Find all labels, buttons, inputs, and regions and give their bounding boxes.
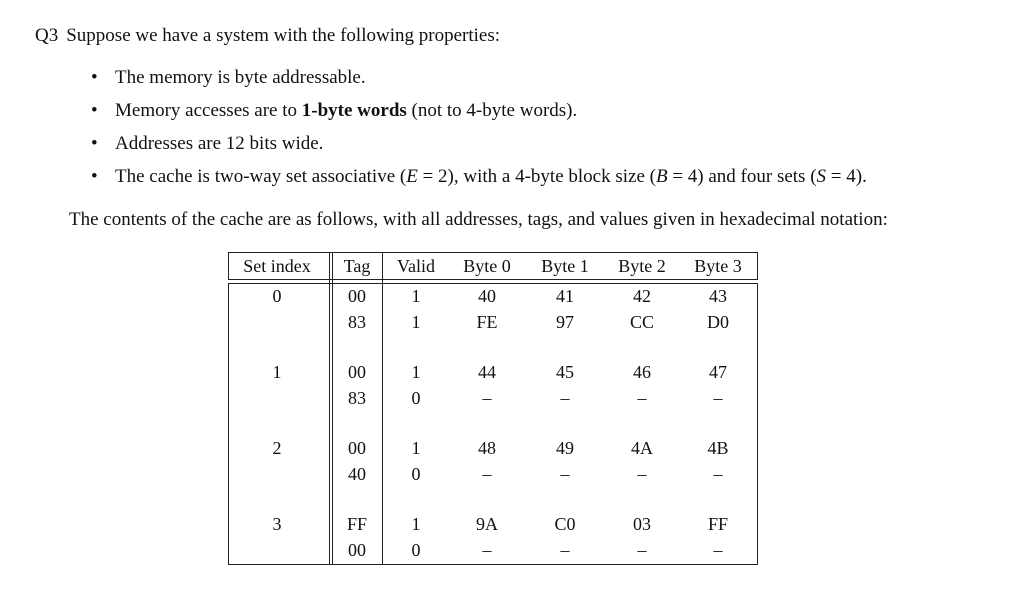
bullet-icon: • <box>91 166 98 187</box>
math-variable: E <box>406 166 418 187</box>
valid-cell: 0 <box>411 464 421 484</box>
byte-cell: 45 <box>556 362 574 382</box>
property-text: = 4) and four sets ( <box>667 166 817 187</box>
byte-cell: 97 <box>556 312 574 332</box>
valid-cell: 0 <box>411 388 421 408</box>
byte-cell: D0 <box>707 312 729 332</box>
property-text: The cache is two-way set associative ( <box>115 166 407 187</box>
byte-cell: 41 <box>556 286 574 306</box>
property-emphasis: 1-byte words <box>301 100 407 121</box>
tag-cell: 00 <box>348 438 366 458</box>
property-item <box>88 165 867 198</box>
property-list <box>88 66 867 198</box>
column-header: Tag <box>343 256 371 276</box>
byte-cell: 4B <box>707 438 729 458</box>
column-header: Set index <box>243 256 311 276</box>
byte-cell: 03 <box>633 514 651 534</box>
math-variable: S <box>816 166 827 187</box>
math-variable: B <box>655 166 668 187</box>
set-index-cell: 3 <box>272 514 282 534</box>
column-header: Byte 0 <box>463 256 511 276</box>
valid-cell: 1 <box>411 312 421 332</box>
property-text: The memory is byte addressable. <box>115 67 366 88</box>
valid-cell: 1 <box>411 286 421 306</box>
byte-cell: 43 <box>709 286 727 306</box>
byte-cell: 44 <box>478 362 496 382</box>
column-header: Byte 3 <box>694 256 742 276</box>
bullet-icon: • <box>91 133 98 154</box>
byte-cell: 4A <box>631 438 653 458</box>
tag-cell: 83 <box>348 388 366 408</box>
property-text: Memory accesses are to <box>115 100 302 121</box>
byte-cell: FE <box>476 312 498 332</box>
column-header: Byte 2 <box>618 256 666 276</box>
tag-cell: 83 <box>348 312 366 332</box>
lead-sentence: The contents of the cache are as follows, with all addresses, tags, and values given in hexadecimal notation: <box>69 209 888 230</box>
property-text: = 4). <box>826 166 867 187</box>
byte-cell: 40 <box>478 286 496 306</box>
byte-cell: – <box>482 540 492 560</box>
property-item <box>88 132 867 165</box>
valid-cell: 0 <box>411 540 421 560</box>
byte-cell: 9A <box>476 514 498 534</box>
property-text: Addresses are 12 bits wide. <box>115 133 324 154</box>
set-index-cell: 1 <box>272 362 282 382</box>
byte-cell: 48 <box>478 438 496 458</box>
tag-cell: FF <box>346 514 368 534</box>
tag-cell: 00 <box>348 540 366 560</box>
byte-cell: FF <box>707 514 729 534</box>
set-index-cell: 2 <box>272 438 282 458</box>
byte-cell: – <box>713 388 723 408</box>
valid-cell: 1 <box>411 514 421 534</box>
valid-cell: 1 <box>411 362 421 382</box>
tag-cell: 00 <box>348 362 366 382</box>
column-header: Byte 1 <box>541 256 589 276</box>
byte-cell: – <box>713 540 723 560</box>
property-item <box>88 66 867 99</box>
byte-cell: – <box>713 464 723 484</box>
byte-cell: – <box>560 464 570 484</box>
property-text: (not to 4-byte words). <box>406 100 578 121</box>
byte-cell: 47 <box>709 362 727 382</box>
byte-cell: 42 <box>633 286 651 306</box>
bullet-icon: • <box>91 100 98 121</box>
property-text: = 2), with a 4-byte block size ( <box>417 166 656 187</box>
byte-cell: 46 <box>633 362 651 382</box>
byte-cell: 49 <box>556 438 574 458</box>
question-intro: Suppose we have a system with the following properties: <box>66 25 500 46</box>
question-heading <box>35 24 500 48</box>
byte-cell: – <box>560 388 570 408</box>
byte-cell: CC <box>629 312 654 332</box>
set-index-cell: 0 <box>272 286 282 306</box>
byte-cell: – <box>637 388 647 408</box>
bullet-icon: • <box>91 67 98 88</box>
byte-cell: – <box>482 388 492 408</box>
byte-cell: – <box>482 464 492 484</box>
cache-table <box>228 252 758 565</box>
property-item <box>88 99 867 132</box>
byte-cell: C0 <box>554 514 576 534</box>
byte-cell: – <box>637 464 647 484</box>
tag-cell: 00 <box>348 286 366 306</box>
tag-cell: 40 <box>348 464 366 484</box>
column-header: Valid <box>397 256 435 276</box>
question-number: Q3 <box>35 25 59 46</box>
byte-cell: – <box>637 540 647 560</box>
byte-cell: – <box>560 540 570 560</box>
valid-cell: 1 <box>411 438 421 458</box>
